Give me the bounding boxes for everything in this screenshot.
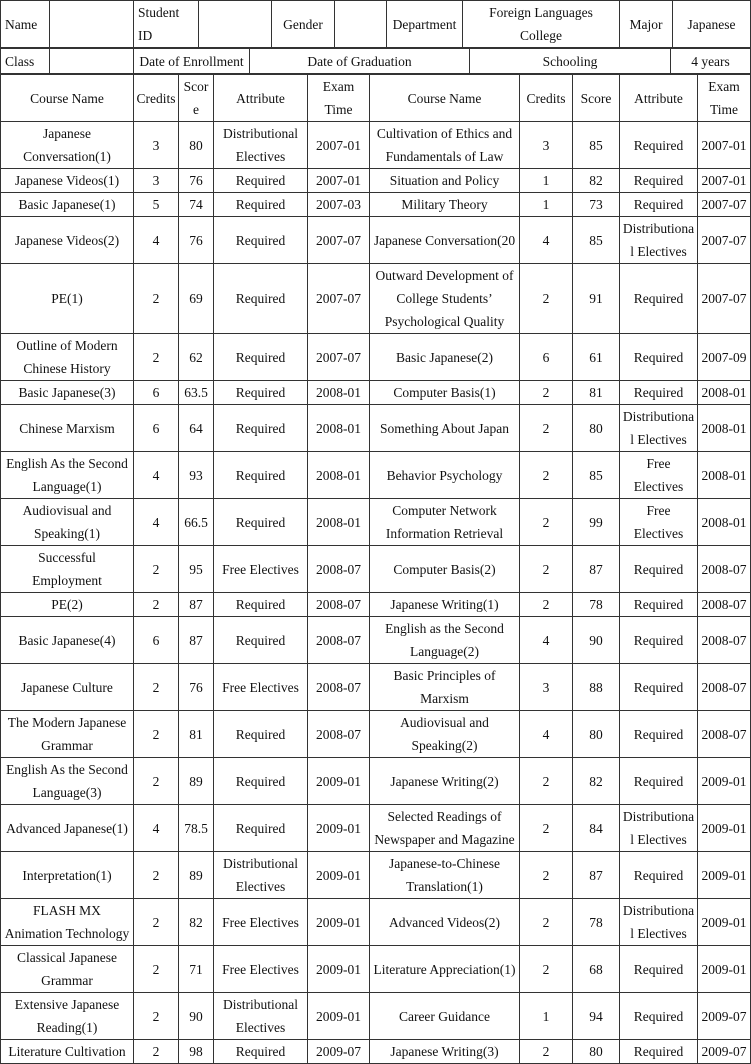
right-credits-cell: 1 <box>520 993 573 1040</box>
left-course-name-cell: FLASH MX Animation Technology <box>1 899 134 946</box>
left-attribute-cell: Required <box>214 711 308 758</box>
left-exam-time-cell: 2007-07 <box>308 334 370 381</box>
left-credits-cell: 2 <box>134 334 179 381</box>
left-attribute-cell: Required <box>214 1040 308 1064</box>
major-label: Major <box>620 1 673 48</box>
right-course-name-cell: Behavior Psychology <box>370 452 520 499</box>
right-course-name-cell: Japanese Writing(3) <box>370 1040 520 1064</box>
left-score-cell: 95 <box>179 546 214 593</box>
left-attribute-cell: Required <box>214 334 308 381</box>
table-row <box>1 546 751 593</box>
table-row <box>1 169 751 193</box>
table-row <box>1 993 751 1040</box>
left-credits-cell: 2 <box>134 899 179 946</box>
left-exam-time-cell: 2009-01 <box>308 852 370 899</box>
right-course-name-cell: Japanese Conversation(20 <box>370 217 520 264</box>
right-exam-time-cell: 2008-01 <box>698 405 751 452</box>
table-row <box>1 264 751 334</box>
col-attribute: Attribute <box>214 75 308 122</box>
right-credits-cell: 2 <box>520 852 573 899</box>
schooling-value: 4 years <box>671 49 751 74</box>
left-score-cell: 63.5 <box>179 381 214 405</box>
right-score-cell: 87 <box>573 852 620 899</box>
table-row <box>1 899 751 946</box>
left-credits-cell: 2 <box>134 993 179 1040</box>
left-attribute-cell: Free Electives <box>214 664 308 711</box>
right-attribute-cell: Free Electives <box>620 499 698 546</box>
right-score-cell: 61 <box>573 334 620 381</box>
col-exam-time: Exam Time <box>698 75 751 122</box>
right-attribute-cell: Required <box>620 1040 698 1064</box>
table-row <box>1 593 751 617</box>
right-course-name-cell: Career Guidance <box>370 993 520 1040</box>
right-exam-time-cell: 2007-07 <box>698 193 751 217</box>
left-credits-cell: 2 <box>134 852 179 899</box>
right-attribute-cell: Required <box>620 946 698 993</box>
right-score-cell: 84 <box>573 805 620 852</box>
left-course-name-cell: Basic Japanese(4) <box>1 617 134 664</box>
right-exam-time-cell: 2007-07 <box>698 264 751 334</box>
gender-value <box>335 1 387 48</box>
left-attribute-cell: Required <box>214 217 308 264</box>
right-credits-cell: 3 <box>520 664 573 711</box>
left-credits-cell: 3 <box>134 169 179 193</box>
right-exam-time-cell: 2007-01 <box>698 169 751 193</box>
left-course-name-cell: Classical Japanese Grammar <box>1 946 134 993</box>
left-score-cell: 76 <box>179 169 214 193</box>
left-exam-time-cell: 2008-01 <box>308 499 370 546</box>
left-exam-time-cell: 2009-01 <box>308 993 370 1040</box>
right-course-name-cell: Computer Basis(1) <box>370 381 520 405</box>
right-course-name-cell: Situation and Policy <box>370 169 520 193</box>
right-score-cell: 78 <box>573 899 620 946</box>
right-attribute-cell: Distributional Electives <box>620 899 698 946</box>
left-score-cell: 76 <box>179 217 214 264</box>
right-exam-time-cell: 2008-07 <box>698 711 751 758</box>
left-course-name-cell: Literature Cultivation <box>1 1040 134 1064</box>
class-label: Class <box>1 49 50 74</box>
right-course-name-cell: Computer Network Information Retrieval <box>370 499 520 546</box>
left-score-cell: 89 <box>179 852 214 899</box>
left-credits-cell: 6 <box>134 405 179 452</box>
name-label: Name <box>1 1 50 48</box>
left-attribute-cell: Required <box>214 381 308 405</box>
left-score-cell: 74 <box>179 193 214 217</box>
left-course-name-cell: Extensive Japanese Reading(1) <box>1 993 134 1040</box>
table-row <box>1 664 751 711</box>
left-course-name-cell: Japanese Conversation(1) <box>1 122 134 169</box>
left-credits-cell: 2 <box>134 946 179 993</box>
left-course-name-cell: Audiovisual and Speaking(1) <box>1 499 134 546</box>
left-exam-time-cell: 2008-01 <box>308 381 370 405</box>
left-credits-cell: 2 <box>134 711 179 758</box>
right-course-name-cell: Computer Basis(2) <box>370 546 520 593</box>
left-score-cell: 89 <box>179 758 214 805</box>
left-exam-time-cell: 2008-07 <box>308 664 370 711</box>
right-exam-time-cell: 2008-07 <box>698 593 751 617</box>
left-attribute-cell: Distributional Electives <box>214 852 308 899</box>
table-row <box>1 217 751 264</box>
left-credits-cell: 6 <box>134 381 179 405</box>
right-score-cell: 81 <box>573 381 620 405</box>
left-attribute-cell: Required <box>214 264 308 334</box>
left-exam-time-cell: 2008-07 <box>308 593 370 617</box>
col-credits: Credits <box>134 75 179 122</box>
col-attribute: Attribute <box>620 75 698 122</box>
left-credits-cell: 2 <box>134 664 179 711</box>
left-exam-time-cell: 2007-01 <box>308 169 370 193</box>
left-credits-cell: 2 <box>134 546 179 593</box>
student-info-row-2 <box>0 48 751 74</box>
right-credits-cell: 1 <box>520 169 573 193</box>
right-credits-cell: 2 <box>520 381 573 405</box>
left-course-name-cell: Successful Employment <box>1 546 134 593</box>
left-score-cell: 76 <box>179 664 214 711</box>
table-row <box>1 805 751 852</box>
table-row <box>1 617 751 664</box>
left-score-cell: 87 <box>179 593 214 617</box>
left-score-cell: 90 <box>179 993 214 1040</box>
right-course-name-cell: English as the Second Language(2) <box>370 617 520 664</box>
left-exam-time-cell: 2007-07 <box>308 264 370 334</box>
left-attribute-cell: Required <box>214 593 308 617</box>
left-score-cell: 87 <box>179 617 214 664</box>
right-attribute-cell: Distributional Electives <box>620 405 698 452</box>
right-credits-cell: 2 <box>520 758 573 805</box>
left-course-name-cell: Interpretation(1) <box>1 852 134 899</box>
left-course-name-cell: The Modern Japanese Grammar <box>1 711 134 758</box>
left-attribute-cell: Required <box>214 805 308 852</box>
table-row <box>1 711 751 758</box>
schooling-label: Schooling <box>470 49 671 74</box>
left-credits-cell: 4 <box>134 217 179 264</box>
left-credits-cell: 4 <box>134 805 179 852</box>
table-row <box>1 405 751 452</box>
right-attribute-cell: Required <box>620 381 698 405</box>
right-credits-cell: 2 <box>520 452 573 499</box>
left-exam-time-cell: 2007-01 <box>308 122 370 169</box>
left-exam-time-cell: 2008-07 <box>308 617 370 664</box>
left-score-cell: 81 <box>179 711 214 758</box>
right-credits-cell: 2 <box>520 946 573 993</box>
right-score-cell: 99 <box>573 499 620 546</box>
right-credits-cell: 2 <box>520 264 573 334</box>
left-credits-cell: 2 <box>134 593 179 617</box>
left-score-cell: 69 <box>179 264 214 334</box>
right-attribute-cell: Required <box>620 711 698 758</box>
left-exam-time-cell: 2007-03 <box>308 193 370 217</box>
right-attribute-cell: Required <box>620 617 698 664</box>
table-row <box>1 946 751 993</box>
right-exam-time-cell: 2008-01 <box>698 452 751 499</box>
col-course-name: Course Name <box>370 75 520 122</box>
left-course-name-cell: Chinese Marxism <box>1 405 134 452</box>
right-attribute-cell: Required <box>620 664 698 711</box>
left-credits-cell: 3 <box>134 122 179 169</box>
right-course-name-cell: Japanese-to-Chinese Translation(1) <box>370 852 520 899</box>
right-attribute-cell: Distributional Electives <box>620 805 698 852</box>
left-course-name-cell: Advanced Japanese(1) <box>1 805 134 852</box>
left-attribute-cell: Required <box>214 499 308 546</box>
left-score-cell: 93 <box>179 452 214 499</box>
right-course-name-cell: Audiovisual and Speaking(2) <box>370 711 520 758</box>
col-score: Score <box>573 75 620 122</box>
right-score-cell: 88 <box>573 664 620 711</box>
table-row <box>1 852 751 899</box>
left-exam-time-cell: 2009-01 <box>308 946 370 993</box>
left-score-cell: 64 <box>179 405 214 452</box>
right-score-cell: 85 <box>573 452 620 499</box>
right-exam-time-cell: 2009-01 <box>698 899 751 946</box>
left-credits-cell: 4 <box>134 452 179 499</box>
left-attribute-cell: Distributional Electives <box>214 993 308 1040</box>
left-course-name-cell: English As the Second Language(3) <box>1 758 134 805</box>
right-credits-cell: 6 <box>520 334 573 381</box>
right-exam-time-cell: 2008-01 <box>698 499 751 546</box>
right-score-cell: 68 <box>573 946 620 993</box>
left-course-name-cell: Basic Japanese(1) <box>1 193 134 217</box>
table-row <box>1 381 751 405</box>
right-attribute-cell: Required <box>620 593 698 617</box>
right-score-cell: 80 <box>573 405 620 452</box>
right-exam-time-cell: 2009-01 <box>698 946 751 993</box>
left-credits-cell: 2 <box>134 264 179 334</box>
left-course-name-cell: Japanese Videos(2) <box>1 217 134 264</box>
right-score-cell: 82 <box>573 169 620 193</box>
right-exam-time-cell: 2008-01 <box>698 381 751 405</box>
left-attribute-cell: Required <box>214 452 308 499</box>
left-score-cell: 78.5 <box>179 805 214 852</box>
right-score-cell: 90 <box>573 617 620 664</box>
left-course-name-cell: Japanese Culture <box>1 664 134 711</box>
right-credits-cell: 2 <box>520 593 573 617</box>
left-exam-time-cell: 2009-07 <box>308 1040 370 1064</box>
right-score-cell: 80 <box>573 711 620 758</box>
right-attribute-cell: Required <box>620 546 698 593</box>
right-course-name-cell: Advanced Videos(2) <box>370 899 520 946</box>
table-row <box>1 122 751 169</box>
right-score-cell: 82 <box>573 758 620 805</box>
enrollment-label: Date of Enrollment <box>134 49 250 74</box>
right-credits-cell: 2 <box>520 899 573 946</box>
right-exam-time-cell: 2009-07 <box>698 993 751 1040</box>
left-credits-cell: 6 <box>134 617 179 664</box>
right-attribute-cell: Required <box>620 264 698 334</box>
right-course-name-cell: Basic Japanese(2) <box>370 334 520 381</box>
department-label: Department <box>387 1 463 48</box>
table-row <box>1 499 751 546</box>
right-course-name-cell: Basic Principles of Marxism <box>370 664 520 711</box>
left-exam-time-cell: 2008-01 <box>308 405 370 452</box>
left-course-name-cell: English As the Second Language(1) <box>1 452 134 499</box>
left-attribute-cell: Free Electives <box>214 946 308 993</box>
left-course-name-cell: Basic Japanese(3) <box>1 381 134 405</box>
left-score-cell: 71 <box>179 946 214 993</box>
left-credits-cell: 5 <box>134 193 179 217</box>
department-value: Foreign Languages College <box>463 1 620 48</box>
left-attribute-cell: Required <box>214 758 308 805</box>
right-attribute-cell: Required <box>620 122 698 169</box>
left-credits-cell: 2 <box>134 1040 179 1064</box>
left-score-cell: 62 <box>179 334 214 381</box>
right-score-cell: 73 <box>573 193 620 217</box>
right-score-cell: 80 <box>573 1040 620 1064</box>
left-attribute-cell: Required <box>214 405 308 452</box>
right-attribute-cell: Required <box>620 993 698 1040</box>
left-attribute-cell: Free Electives <box>214 546 308 593</box>
left-attribute-cell: Required <box>214 193 308 217</box>
right-attribute-cell: Required <box>620 169 698 193</box>
left-exam-time-cell: 2008-07 <box>308 711 370 758</box>
right-credits-cell: 4 <box>520 617 573 664</box>
left-attribute-cell: Required <box>214 617 308 664</box>
right-credits-cell: 1 <box>520 193 573 217</box>
right-attribute-cell: Required <box>620 193 698 217</box>
right-exam-time-cell: 2009-01 <box>698 758 751 805</box>
right-attribute-cell: Free Electives <box>620 452 698 499</box>
col-exam-time: Exam Time <box>308 75 370 122</box>
left-score-cell: 82 <box>179 899 214 946</box>
graduation-label: Date of Graduation <box>250 49 470 74</box>
right-credits-cell: 4 <box>520 217 573 264</box>
table-row <box>1 334 751 381</box>
right-score-cell: 94 <box>573 993 620 1040</box>
right-credits-cell: 4 <box>520 711 573 758</box>
left-attribute-cell: Distributional Electives <box>214 122 308 169</box>
grades-table <box>0 74 751 1064</box>
right-exam-time-cell: 2007-01 <box>698 122 751 169</box>
left-score-cell: 98 <box>179 1040 214 1064</box>
right-score-cell: 85 <box>573 122 620 169</box>
right-credits-cell: 2 <box>520 805 573 852</box>
student-id-value <box>199 1 272 48</box>
right-course-name-cell: Military Theory <box>370 193 520 217</box>
right-course-name-cell: Japanese Writing(1) <box>370 593 520 617</box>
left-attribute-cell: Free Electives <box>214 899 308 946</box>
left-course-name-cell: PE(2) <box>1 593 134 617</box>
right-course-name-cell: Literature Appreciation(1) <box>370 946 520 993</box>
right-exam-time-cell: 2007-07 <box>698 217 751 264</box>
left-score-cell: 80 <box>179 122 214 169</box>
col-course-name: Course Name <box>1 75 134 122</box>
table-row <box>1 452 751 499</box>
table-row <box>1 1040 751 1064</box>
left-attribute-cell: Required <box>214 169 308 193</box>
left-course-name-cell: Outline of Modern Chinese History <box>1 334 134 381</box>
right-score-cell: 91 <box>573 264 620 334</box>
left-exam-time-cell: 2008-07 <box>308 546 370 593</box>
student-id-label: Student ID <box>134 1 199 48</box>
class-value <box>50 49 134 74</box>
col-credits: Credits <box>520 75 573 122</box>
left-credits-cell: 2 <box>134 758 179 805</box>
right-score-cell: 87 <box>573 546 620 593</box>
right-exam-time-cell: 2008-07 <box>698 664 751 711</box>
right-credits-cell: 2 <box>520 499 573 546</box>
name-value <box>50 1 134 48</box>
student-info-row-1 <box>0 0 751 48</box>
table-row <box>1 758 751 805</box>
grades-header-row <box>1 75 751 122</box>
left-exam-time-cell: 2007-07 <box>308 217 370 264</box>
right-credits-cell: 2 <box>520 546 573 593</box>
table-row <box>1 193 751 217</box>
right-attribute-cell: Required <box>620 334 698 381</box>
right-attribute-cell: Distributional Electives <box>620 217 698 264</box>
gender-label: Gender <box>272 1 335 48</box>
right-exam-time-cell: 2009-07 <box>698 1040 751 1064</box>
right-attribute-cell: Required <box>620 758 698 805</box>
right-score-cell: 85 <box>573 217 620 264</box>
right-exam-time-cell: 2008-07 <box>698 546 751 593</box>
right-credits-cell: 2 <box>520 405 573 452</box>
left-course-name-cell: PE(1) <box>1 264 134 334</box>
right-exam-time-cell: 2008-07 <box>698 617 751 664</box>
major-value: Japanese <box>673 1 751 48</box>
left-exam-time-cell: 2009-01 <box>308 805 370 852</box>
left-credits-cell: 4 <box>134 499 179 546</box>
right-score-cell: 78 <box>573 593 620 617</box>
right-credits-cell: 3 <box>520 122 573 169</box>
right-exam-time-cell: 2009-01 <box>698 852 751 899</box>
col-score: Score <box>179 75 214 122</box>
right-course-name-cell: Outward Development of College Students’ Psychological Quality <box>370 264 520 334</box>
left-course-name-cell: Japanese Videos(1) <box>1 169 134 193</box>
left-exam-time-cell: 2009-01 <box>308 899 370 946</box>
left-score-cell: 66.5 <box>179 499 214 546</box>
right-course-name-cell: Selected Readings of Newspaper and Magazine <box>370 805 520 852</box>
right-attribute-cell: Required <box>620 852 698 899</box>
right-course-name-cell: Something About Japan <box>370 405 520 452</box>
right-exam-time-cell: 2007-09 <box>698 334 751 381</box>
left-exam-time-cell: 2009-01 <box>308 758 370 805</box>
right-course-name-cell: Japanese Writing(2) <box>370 758 520 805</box>
right-course-name-cell: Cultivation of Ethics and Fundamentals of Law <box>370 122 520 169</box>
right-exam-time-cell: 2009-01 <box>698 805 751 852</box>
right-credits-cell: 2 <box>520 1040 573 1064</box>
left-exam-time-cell: 2008-01 <box>308 452 370 499</box>
